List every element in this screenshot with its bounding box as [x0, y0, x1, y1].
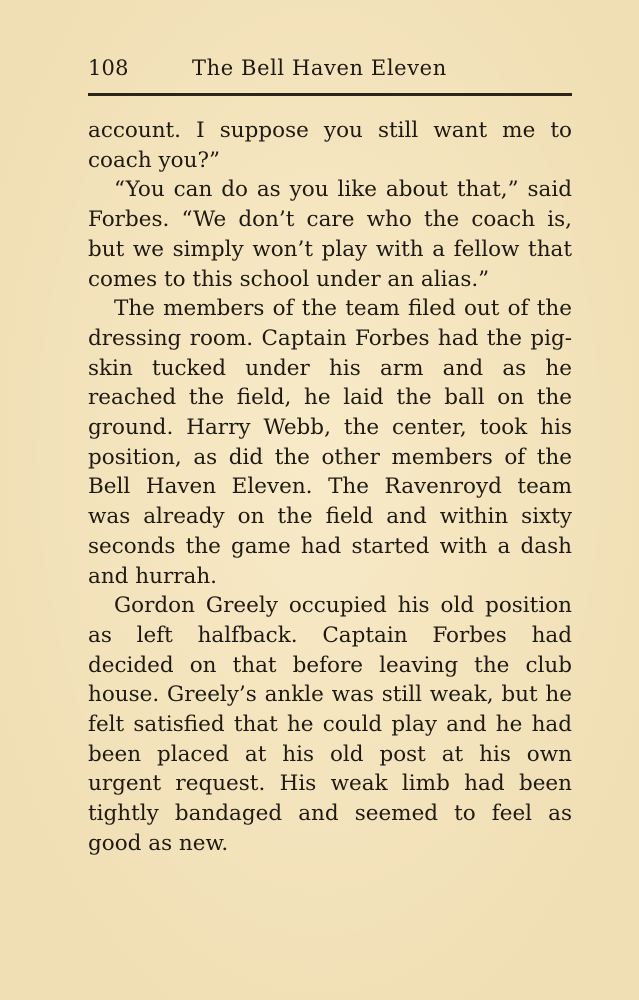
body-text [88, 116, 572, 859]
running-head [88, 56, 572, 90]
paragraph-continued: account. I suppose you still want me to coach you?” [88, 118, 572, 173]
running-title: The Bell Haven Eleven [192, 56, 447, 80]
page-number: 108 [88, 56, 129, 80]
paragraph: “You can do as you like about that,” said Forbes. “We don’t care who the coach is, but we simply won’t play with a fellow that comes to this school under an alias.” [88, 177, 572, 292]
paragraph: The members of the team filed out of the dressing room. Captain Forbes had the pig-skin tucked under his arm and as he reached the field, he laid the ball on the ground. Harry Webb, the center, took his position, as did the other members of the Bell Haven Eleven. The Ravenroyd team was already on the field and within sixty seconds the game had started with a dash and hurrah. [88, 296, 572, 589]
header-rule [88, 93, 572, 96]
paragraph: Gordon Greely occupied his old position as left halfback. Captain Forbes had decided on that before leaving the club house. Greely’s ankle was still weak, but he felt satisfied that he could play and he had been placed at his old post at his own urgent request. His weak limb had been tightly bandaged and seemed to feel as good as new. [88, 593, 572, 856]
